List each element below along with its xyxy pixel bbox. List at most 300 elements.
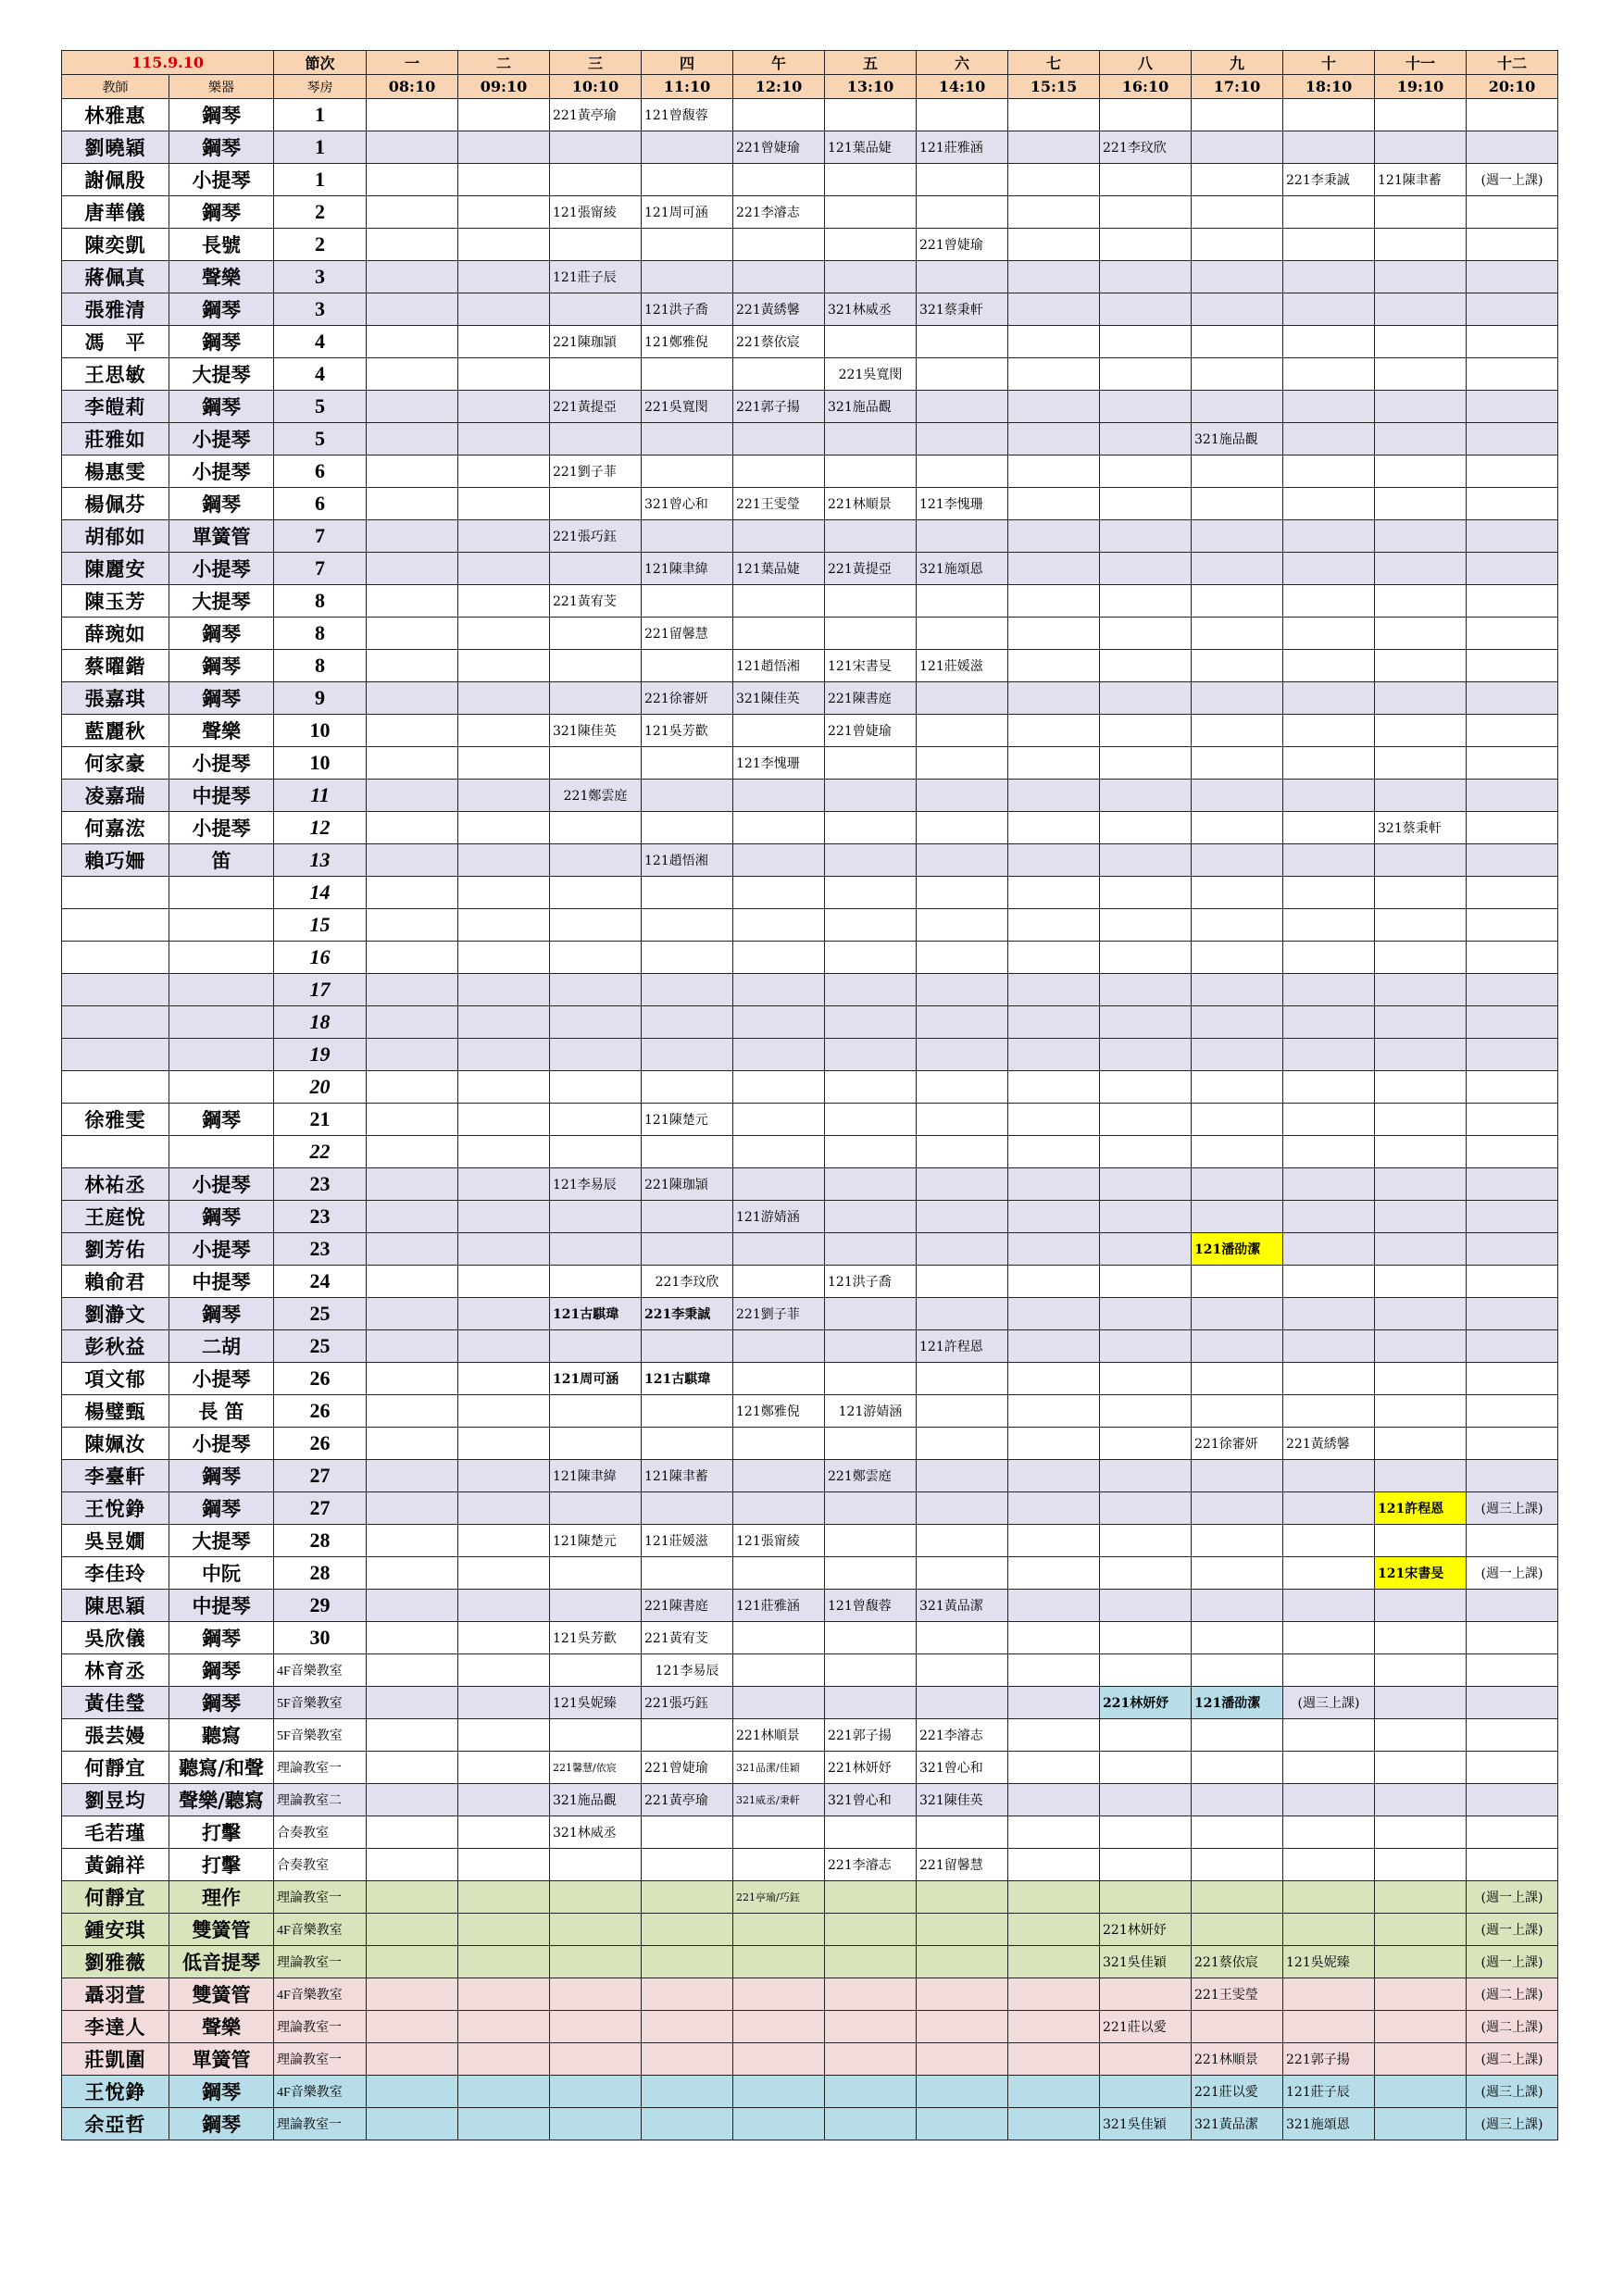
empty-slot bbox=[1467, 1104, 1558, 1136]
schedule-row bbox=[62, 488, 1558, 520]
empty-slot bbox=[733, 1104, 825, 1136]
empty-slot bbox=[550, 1492, 642, 1525]
empty-slot bbox=[1100, 942, 1192, 974]
empty-slot bbox=[1375, 1428, 1467, 1460]
empty-slot bbox=[1375, 131, 1467, 164]
room-number: 理論教室一 bbox=[274, 1881, 367, 1914]
empty-slot bbox=[642, 1071, 733, 1104]
empty-slot bbox=[1192, 261, 1283, 293]
lesson-cell: 121鄭雅倪 bbox=[733, 1395, 825, 1428]
lesson-cell: 121陳聿緯 bbox=[642, 553, 733, 585]
instrument-name: 小提琴 bbox=[169, 747, 274, 780]
teacher-name: 王悅錚 bbox=[62, 2076, 169, 2108]
empty-slot bbox=[367, 520, 458, 553]
time-3: 10:10 bbox=[550, 75, 642, 99]
empty-slot bbox=[550, 488, 642, 520]
empty-slot bbox=[458, 1071, 550, 1104]
empty-slot bbox=[917, 1395, 1008, 1428]
time-1: 08:10 bbox=[367, 75, 458, 99]
empty-slot bbox=[1192, 99, 1283, 131]
empty-slot bbox=[733, 909, 825, 942]
empty-slot bbox=[917, 2043, 1008, 2076]
instrument-name: 中阮 bbox=[169, 1557, 274, 1590]
empty-slot bbox=[917, 196, 1008, 229]
lesson-cell: 321林威丞 bbox=[550, 1816, 642, 1849]
empty-slot bbox=[1100, 1039, 1192, 1071]
teacher-name: 何靜宜 bbox=[62, 1881, 169, 1914]
empty-slot bbox=[1192, 391, 1283, 423]
empty-slot bbox=[825, 229, 917, 261]
empty-slot bbox=[1467, 326, 1558, 358]
empty-slot bbox=[550, 650, 642, 682]
empty-slot bbox=[1283, 1525, 1375, 1557]
instrument-name: 鋼琴 bbox=[169, 1654, 274, 1687]
empty-slot bbox=[1467, 391, 1558, 423]
teacher-name: 張嘉琪 bbox=[62, 682, 169, 715]
teacher-name bbox=[62, 909, 169, 942]
lesson-cell: 121潘劭潔 bbox=[1192, 1233, 1283, 1266]
empty-slot bbox=[733, 1266, 825, 1298]
empty-slot bbox=[1283, 1071, 1375, 1104]
time-12: 20:10 bbox=[1467, 75, 1558, 99]
empty-slot bbox=[1192, 1784, 1283, 1816]
schedule-row bbox=[62, 1784, 1558, 1816]
empty-slot bbox=[1008, 1168, 1100, 1201]
empty-slot bbox=[733, 1233, 825, 1266]
empty-slot bbox=[1100, 2076, 1192, 2108]
empty-slot bbox=[367, 844, 458, 877]
empty-slot bbox=[1375, 942, 1467, 974]
empty-slot bbox=[1100, 780, 1192, 812]
empty-slot bbox=[642, 585, 733, 618]
empty-slot bbox=[1008, 553, 1100, 585]
empty-slot bbox=[825, 1428, 917, 1460]
lesson-cell: 321威丞/秉軒 bbox=[733, 1784, 825, 1816]
empty-slot bbox=[917, 715, 1008, 747]
empty-slot bbox=[1008, 261, 1100, 293]
empty-slot bbox=[550, 1719, 642, 1752]
empty-slot bbox=[1008, 780, 1100, 812]
empty-slot bbox=[1008, 1104, 1100, 1136]
lesson-cell: 221蔡依宸 bbox=[1192, 1946, 1283, 1978]
empty-slot bbox=[458, 293, 550, 326]
empty-slot bbox=[458, 1330, 550, 1363]
lesson-cell: 121洪子喬 bbox=[642, 293, 733, 326]
schedule-row bbox=[62, 877, 1558, 909]
teacher-name: 莊雅如 bbox=[62, 423, 169, 455]
room-number: 22 bbox=[274, 1136, 367, 1168]
class-day-note: (週三上課) bbox=[1467, 1492, 1558, 1525]
empty-slot bbox=[458, 1136, 550, 1168]
empty-slot bbox=[1375, 520, 1467, 553]
empty-slot bbox=[917, 1978, 1008, 2011]
empty-slot bbox=[917, 2076, 1008, 2108]
schedule-row bbox=[62, 391, 1558, 423]
period-5: 五 bbox=[825, 51, 917, 75]
empty-slot bbox=[1283, 1298, 1375, 1330]
empty-slot bbox=[1467, 1752, 1558, 1784]
empty-slot bbox=[1467, 1525, 1558, 1557]
room-number: 2 bbox=[274, 196, 367, 229]
empty-slot bbox=[1375, 1039, 1467, 1071]
empty-slot bbox=[367, 1978, 458, 2011]
empty-slot bbox=[1283, 293, 1375, 326]
empty-slot bbox=[1192, 812, 1283, 844]
empty-slot bbox=[1008, 1428, 1100, 1460]
empty-slot bbox=[825, 1816, 917, 1849]
empty-slot bbox=[733, 618, 825, 650]
lesson-cell: 221吳寬閔 bbox=[642, 391, 733, 423]
empty-slot bbox=[367, 2043, 458, 2076]
room-column-header: 琴房 bbox=[274, 75, 367, 99]
empty-slot bbox=[550, 2076, 642, 2108]
empty-slot bbox=[1375, 1395, 1467, 1428]
period-header-row bbox=[62, 51, 1558, 75]
teacher-name: 劉曉穎 bbox=[62, 131, 169, 164]
empty-slot bbox=[1008, 1978, 1100, 2011]
empty-slot bbox=[550, 1395, 642, 1428]
room-number: 1 bbox=[274, 164, 367, 196]
empty-slot bbox=[1100, 1752, 1192, 1784]
empty-slot bbox=[458, 358, 550, 391]
empty-slot bbox=[367, 974, 458, 1006]
empty-slot bbox=[458, 1752, 550, 1784]
empty-slot bbox=[733, 974, 825, 1006]
instrument-name: 鋼琴 bbox=[169, 682, 274, 715]
empty-slot bbox=[367, 1201, 458, 1233]
empty-slot bbox=[1283, 520, 1375, 553]
empty-slot bbox=[367, 1428, 458, 1460]
empty-slot bbox=[1283, 1816, 1375, 1849]
empty-slot bbox=[1008, 1752, 1100, 1784]
empty-slot bbox=[550, 2043, 642, 2076]
lesson-cell: 121陳聿蓄 bbox=[642, 1460, 733, 1492]
teacher-name: 聶羽萱 bbox=[62, 1978, 169, 2011]
time-9: 17:10 bbox=[1192, 75, 1283, 99]
empty-slot bbox=[1283, 1849, 1375, 1881]
instrument-name: 低音提琴 bbox=[169, 1946, 274, 1978]
empty-slot bbox=[825, 780, 917, 812]
empty-slot bbox=[733, 261, 825, 293]
empty-slot bbox=[642, 520, 733, 553]
empty-slot bbox=[1008, 1266, 1100, 1298]
empty-slot bbox=[1100, 1201, 1192, 1233]
room-number: 27 bbox=[274, 1460, 367, 1492]
empty-slot bbox=[1283, 131, 1375, 164]
empty-slot bbox=[733, 520, 825, 553]
lesson-cell: 221曾婕瑜 bbox=[733, 131, 825, 164]
room-number: 4 bbox=[274, 326, 367, 358]
empty-slot bbox=[1100, 196, 1192, 229]
empty-slot bbox=[1008, 715, 1100, 747]
lesson-cell: 121許程恩 bbox=[1375, 1492, 1467, 1525]
schedule-date: 115.9.10 bbox=[62, 51, 274, 75]
empty-slot bbox=[1283, 99, 1375, 131]
instrument-name: 長 笛 bbox=[169, 1395, 274, 1428]
empty-slot bbox=[642, 2108, 733, 2140]
teacher-name: 黃佳瑩 bbox=[62, 1687, 169, 1719]
empty-slot bbox=[917, 2011, 1008, 2043]
empty-slot bbox=[367, 423, 458, 455]
empty-slot bbox=[825, 1330, 917, 1363]
empty-slot bbox=[1008, 1719, 1100, 1752]
empty-slot bbox=[1008, 1687, 1100, 1719]
empty-slot bbox=[825, 1525, 917, 1557]
room-number: 25 bbox=[274, 1298, 367, 1330]
empty-slot bbox=[367, 455, 458, 488]
instrument-name: 聲樂 bbox=[169, 715, 274, 747]
teacher-name: 唐華儀 bbox=[62, 196, 169, 229]
lesson-cell: 221鄭雲庭 bbox=[550, 780, 642, 812]
empty-slot bbox=[917, 780, 1008, 812]
empty-slot bbox=[1192, 1006, 1283, 1039]
empty-slot bbox=[1467, 1816, 1558, 1849]
empty-slot bbox=[1283, 2011, 1375, 2043]
room-number: 7 bbox=[274, 553, 367, 585]
schedule-row bbox=[62, 520, 1558, 553]
empty-slot bbox=[1283, 1557, 1375, 1590]
empty-slot bbox=[458, 99, 550, 131]
teacher-name: 林育丞 bbox=[62, 1654, 169, 1687]
room-number: 11 bbox=[274, 780, 367, 812]
empty-slot bbox=[917, 877, 1008, 909]
empty-slot bbox=[1375, 844, 1467, 877]
teacher-name: 李達人 bbox=[62, 2011, 169, 2043]
empty-slot bbox=[1467, 1590, 1558, 1622]
empty-slot bbox=[1375, 1978, 1467, 2011]
teacher-name: 黃錦祥 bbox=[62, 1849, 169, 1881]
empty-slot bbox=[1008, 1460, 1100, 1492]
empty-slot bbox=[825, 1298, 917, 1330]
room-number: 7 bbox=[274, 520, 367, 553]
schedule-row bbox=[62, 1104, 1558, 1136]
empty-slot bbox=[1283, 1136, 1375, 1168]
empty-slot bbox=[550, 974, 642, 1006]
room-number: 5 bbox=[274, 423, 367, 455]
empty-slot bbox=[1192, 780, 1283, 812]
empty-slot bbox=[1008, 1654, 1100, 1687]
empty-slot bbox=[1192, 1168, 1283, 1201]
empty-slot bbox=[1192, 1104, 1283, 1136]
empty-slot bbox=[1283, 585, 1375, 618]
empty-slot bbox=[917, 1298, 1008, 1330]
room-number: 8 bbox=[274, 585, 367, 618]
lesson-cell: 121張甯綾 bbox=[550, 196, 642, 229]
empty-slot bbox=[367, 1168, 458, 1201]
empty-slot bbox=[642, 358, 733, 391]
empty-slot bbox=[1467, 488, 1558, 520]
instrument-name: 小提琴 bbox=[169, 1168, 274, 1201]
empty-slot bbox=[1283, 942, 1375, 974]
lesson-cell: 321施頌恩 bbox=[1283, 2108, 1375, 2140]
class-day-note: (週一上課) bbox=[1467, 1914, 1558, 1946]
empty-slot bbox=[825, 1622, 917, 1654]
room-number: 合奏教室 bbox=[274, 1849, 367, 1881]
instrument-name: 小提琴 bbox=[169, 1233, 274, 1266]
schedule-row bbox=[62, 1816, 1558, 1849]
teacher-name: 楊佩芬 bbox=[62, 488, 169, 520]
room-number: 8 bbox=[274, 650, 367, 682]
empty-slot bbox=[367, 780, 458, 812]
empty-slot bbox=[550, 942, 642, 974]
teacher-name: 楊璧甄 bbox=[62, 1395, 169, 1428]
room-number: 10 bbox=[274, 747, 367, 780]
empty-slot bbox=[1192, 585, 1283, 618]
empty-slot bbox=[458, 1557, 550, 1590]
empty-slot bbox=[1008, 618, 1100, 650]
lesson-cell: 221林順景 bbox=[825, 488, 917, 520]
empty-slot bbox=[642, 747, 733, 780]
empty-slot bbox=[458, 1460, 550, 1492]
empty-slot bbox=[1283, 1978, 1375, 2011]
empty-slot bbox=[367, 1330, 458, 1363]
empty-slot bbox=[733, 164, 825, 196]
class-day-note: (週一上課) bbox=[1467, 164, 1558, 196]
lesson-cell: 221林順景 bbox=[1192, 2043, 1283, 2076]
schedule-row bbox=[62, 1298, 1558, 1330]
empty-slot bbox=[1283, 1330, 1375, 1363]
empty-slot bbox=[917, 261, 1008, 293]
instrument-name bbox=[169, 1039, 274, 1071]
empty-slot bbox=[1375, 1266, 1467, 1298]
time-6: 14:10 bbox=[917, 75, 1008, 99]
empty-slot bbox=[458, 391, 550, 423]
empty-slot bbox=[367, 1525, 458, 1557]
empty-slot bbox=[550, 2108, 642, 2140]
schedule-row bbox=[62, 196, 1558, 229]
empty-slot bbox=[458, 520, 550, 553]
empty-slot bbox=[1100, 618, 1192, 650]
lesson-cell: 121陳楚元 bbox=[550, 1525, 642, 1557]
empty-slot bbox=[733, 1168, 825, 1201]
empty-slot bbox=[1008, 877, 1100, 909]
empty-slot bbox=[367, 909, 458, 942]
empty-slot bbox=[1100, 1460, 1192, 1492]
teacher-name: 陳姵汝 bbox=[62, 1428, 169, 1460]
empty-slot bbox=[825, 455, 917, 488]
instrument-name: 小提琴 bbox=[169, 455, 274, 488]
room-number: 26 bbox=[274, 1395, 367, 1428]
empty-slot bbox=[550, 1946, 642, 1978]
instrument-name: 雙簧管 bbox=[169, 1978, 274, 2011]
schedule-row bbox=[62, 1266, 1558, 1298]
teacher-name: 林祐丞 bbox=[62, 1168, 169, 1201]
empty-slot bbox=[733, 2076, 825, 2108]
empty-slot bbox=[1008, 1590, 1100, 1622]
lesson-cell: 221陳珈頴 bbox=[642, 1168, 733, 1201]
empty-slot bbox=[1467, 877, 1558, 909]
empty-slot bbox=[1100, 650, 1192, 682]
empty-slot bbox=[1008, 131, 1100, 164]
time-4: 11:10 bbox=[642, 75, 733, 99]
lesson-cell: 321蔡秉軒 bbox=[917, 293, 1008, 326]
empty-slot bbox=[367, 2011, 458, 2043]
empty-slot bbox=[1100, 1330, 1192, 1363]
empty-slot bbox=[550, 1136, 642, 1168]
empty-slot bbox=[1008, 164, 1100, 196]
period-7: 七 bbox=[1008, 51, 1100, 75]
period-6: 六 bbox=[917, 51, 1008, 75]
empty-slot bbox=[1283, 358, 1375, 391]
empty-slot bbox=[642, 1428, 733, 1460]
lesson-cell: 321陳佳英 bbox=[733, 682, 825, 715]
room-number: 理論教室一 bbox=[274, 2043, 367, 2076]
empty-slot bbox=[917, 1233, 1008, 1266]
period-label: 節次 bbox=[274, 51, 367, 75]
empty-slot bbox=[458, 812, 550, 844]
teacher-name: 賴俞君 bbox=[62, 1266, 169, 1298]
empty-slot bbox=[1375, 1719, 1467, 1752]
instrument-name: 鋼琴 bbox=[169, 618, 274, 650]
empty-slot bbox=[1008, 1849, 1100, 1881]
empty-slot bbox=[1008, 1298, 1100, 1330]
teacher-name: 彭秋益 bbox=[62, 1330, 169, 1363]
empty-slot bbox=[458, 747, 550, 780]
lesson-cell: 221陳書庭 bbox=[642, 1590, 733, 1622]
empty-slot bbox=[1467, 1428, 1558, 1460]
lesson-cell: 221黃亭瑜 bbox=[550, 99, 642, 131]
empty-slot bbox=[1008, 1492, 1100, 1525]
empty-slot bbox=[1375, 358, 1467, 391]
empty-slot bbox=[1008, 1914, 1100, 1946]
schedule-row bbox=[62, 1752, 1558, 1784]
empty-slot bbox=[367, 1914, 458, 1946]
empty-slot bbox=[917, 1266, 1008, 1298]
instrument-name: 鋼琴 bbox=[169, 293, 274, 326]
empty-slot bbox=[550, 1006, 642, 1039]
empty-slot bbox=[550, 1654, 642, 1687]
empty-slot bbox=[642, 229, 733, 261]
room-number: 24 bbox=[274, 1266, 367, 1298]
empty-slot bbox=[1100, 261, 1192, 293]
room-number: 理論教室二 bbox=[274, 1784, 367, 1816]
empty-slot bbox=[1100, 99, 1192, 131]
lesson-cell: 221留馨慧 bbox=[642, 618, 733, 650]
lesson-cell: 221黃提亞 bbox=[825, 553, 917, 585]
lesson-cell: 321曾心和 bbox=[642, 488, 733, 520]
empty-slot bbox=[458, 164, 550, 196]
empty-slot bbox=[1467, 974, 1558, 1006]
lesson-cell: 221劉子菲 bbox=[733, 1298, 825, 1330]
empty-slot bbox=[1375, 909, 1467, 942]
empty-slot bbox=[1375, 1849, 1467, 1881]
empty-slot bbox=[1467, 1784, 1558, 1816]
empty-slot bbox=[917, 1136, 1008, 1168]
empty-slot bbox=[1467, 1233, 1558, 1266]
empty-slot bbox=[367, 1816, 458, 1849]
room-number: 16 bbox=[274, 942, 367, 974]
empty-slot bbox=[1375, 650, 1467, 682]
empty-slot bbox=[1375, 1168, 1467, 1201]
instrument-name bbox=[169, 974, 274, 1006]
empty-slot bbox=[917, 1201, 1008, 1233]
room-number: 5F音樂教室 bbox=[274, 1687, 367, 1719]
empty-slot bbox=[367, 747, 458, 780]
empty-slot bbox=[733, 1460, 825, 1492]
empty-slot bbox=[367, 1071, 458, 1104]
teacher-name: 劉昱均 bbox=[62, 1784, 169, 1816]
empty-slot bbox=[642, 2043, 733, 2076]
empty-slot bbox=[367, 99, 458, 131]
empty-slot bbox=[550, 423, 642, 455]
empty-slot bbox=[733, 715, 825, 747]
empty-slot bbox=[1100, 1298, 1192, 1330]
empty-slot bbox=[1192, 229, 1283, 261]
empty-slot bbox=[1192, 1881, 1283, 1914]
empty-slot bbox=[1100, 164, 1192, 196]
empty-slot bbox=[1100, 1590, 1192, 1622]
room-number: 14 bbox=[274, 877, 367, 909]
